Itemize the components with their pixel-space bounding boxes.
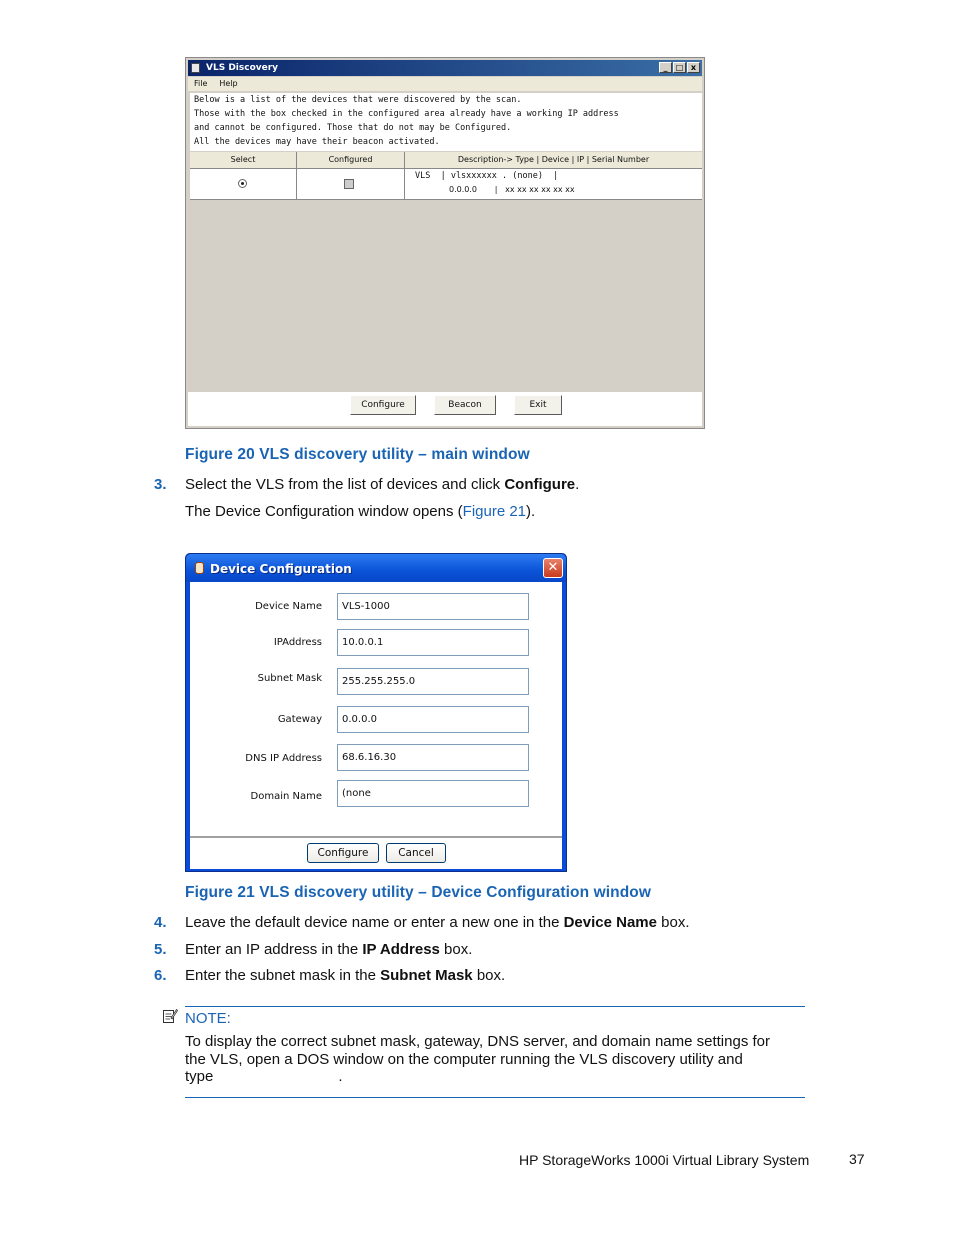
configured-checkbox <box>344 179 354 189</box>
step-number: 3. <box>154 476 167 493</box>
step-bold: IP Address <box>362 941 440 958</box>
note-top-rule <box>185 1006 805 1007</box>
figure-21-caption: Figure 21 VLS discovery utility – Device Configuration window <box>185 884 652 901</box>
menu-bar <box>188 77 702 91</box>
minimize-button[interactable]: _ <box>659 62 672 73</box>
figure-21-link[interactable]: Figure 21 <box>462 503 527 520</box>
table-row[interactable] <box>190 169 702 200</box>
device-description: VLS | vlsxxxxxx . (none) | <box>415 171 559 181</box>
app-icon <box>191 63 200 73</box>
subnet-mask-input[interactable]: 255.255.255.0 <box>337 668 529 695</box>
dns-ip-address-input[interactable]: 68.6.16.30 <box>337 744 529 771</box>
window-title: Device Configuration <box>210 562 352 576</box>
close-button[interactable]: x <box>687 62 700 73</box>
column-select[interactable]: Select <box>190 152 297 168</box>
ip-address-input[interactable]: 10.0.0.1 <box>337 629 529 656</box>
note-icon <box>162 1008 178 1024</box>
configure-button[interactable]: Configure <box>350 395 416 415</box>
exit-button[interactable]: Exit <box>514 395 562 415</box>
message-line: Those with the box checked in the configured area already have a working IP address <box>194 109 619 119</box>
gateway-label: Gateway <box>277 714 322 725</box>
device-ip-serial: 0.0.0.0 | xx xx xx xx xx xx <box>449 185 575 194</box>
step-bold: Configure <box>504 476 576 493</box>
step-text: Enter the subnet mask in the <box>185 967 381 984</box>
close-button[interactable]: ✕ <box>543 558 563 578</box>
step-text: Select the VLS from the list of devices and click <box>185 476 505 493</box>
message-line: Below is a list of the devices that were discovered by the scan. <box>194 95 522 105</box>
column-description[interactable]: Description-> Type | Device | IP | Serial Number <box>457 155 650 164</box>
step-number: 5. <box>154 941 167 958</box>
discovery-message <box>190 93 702 151</box>
description-cell <box>405 169 702 199</box>
step-text: . <box>575 476 580 493</box>
device-configuration-window <box>185 553 567 872</box>
step-number: 6. <box>154 967 167 984</box>
configuration-form <box>190 582 562 869</box>
note-text: To display the correct subnet mask, gateway, DNS server, and domain name settings for the VLS, open a DOS window on the computer running the VLS discovery utility and type . <box>185 1033 770 1085</box>
button-bar <box>188 392 702 426</box>
dns-ip-address-label: DNS IP Address <box>245 753 322 764</box>
button-panel <box>190 839 562 869</box>
java-cup-icon <box>195 562 204 574</box>
domain-name-label: Domain Name <box>250 791 322 802</box>
step-bold: Device Name <box>563 914 657 931</box>
menu-file[interactable]: File <box>194 79 208 88</box>
step-4-text <box>185 914 690 931</box>
domain-name-input[interactable]: (none <box>337 780 529 807</box>
vls-discovery-window <box>185 57 705 429</box>
device-table-header <box>190 152 702 169</box>
device-name-input[interactable]: VLS-1000 <box>337 593 529 620</box>
window-titlebar[interactable] <box>186 554 566 582</box>
column-configured[interactable]: Configured <box>297 152 405 168</box>
step-text: Enter an IP address in the <box>185 941 363 958</box>
step-bold: Subnet Mask <box>380 967 473 984</box>
message-line: All the devices may have their beacon activated. <box>194 137 440 147</box>
configure-button[interactable]: Configure <box>307 843 379 863</box>
gateway-input[interactable]: 0.0.0.0 <box>337 706 529 733</box>
window-title: VLS Discovery <box>206 63 279 73</box>
footer-title: HP StorageWorks 1000i Virtual Library System <box>519 1152 810 1168</box>
step-text: ). <box>526 503 536 520</box>
select-radio[interactable] <box>238 179 247 188</box>
cancel-button[interactable]: Cancel <box>386 843 446 863</box>
figure-20-caption: Figure 20 VLS discovery utility – main window <box>185 446 530 463</box>
step-3-text <box>185 476 579 493</box>
step-5-text <box>185 941 472 958</box>
message-line: and cannot be configured. Those that do not may be Configured. <box>194 123 512 133</box>
step-number: 4. <box>154 914 167 931</box>
beacon-button[interactable]: Beacon <box>434 395 496 415</box>
step-3-subtext <box>185 503 535 520</box>
note-label: NOTE: <box>185 1010 231 1027</box>
configured-cell <box>297 169 405 199</box>
maximize-button[interactable]: □ <box>673 62 686 73</box>
note-bottom-rule <box>185 1097 805 1098</box>
step-text: box. <box>439 941 473 958</box>
step-text: The Device Configuration window opens ( <box>185 503 463 520</box>
subnet-mask-label: Subnet Mask <box>257 673 322 684</box>
step-text: box. <box>657 914 690 931</box>
menu-help[interactable]: Help <box>219 79 238 88</box>
page-number: 37 <box>849 1151 865 1167</box>
device-name-label: Device Name <box>255 601 322 612</box>
step-6-text <box>185 967 505 984</box>
select-cell <box>190 169 297 199</box>
table-empty-area <box>190 200 702 390</box>
window-titlebar[interactable] <box>188 60 702 76</box>
ip-address-label: IPAddress <box>273 637 322 648</box>
step-text: box. <box>472 967 506 984</box>
step-text: Leave the default device name or enter a new one in the <box>185 914 564 931</box>
